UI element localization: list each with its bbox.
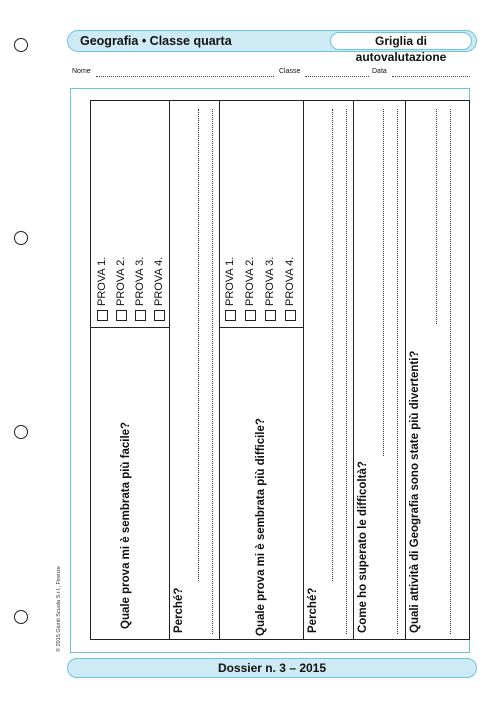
- option-easiest-3[interactable]: PROVA 3.: [134, 257, 146, 321]
- checkbox[interactable]: [154, 310, 165, 321]
- question-hardest: Quale prova mi è sembrata più difficile?: [255, 418, 267, 636]
- copyright-notice: © 2015 Giunti Scuola S.r.l., Firenze: [56, 566, 62, 652]
- checkbox[interactable]: [245, 310, 256, 321]
- answer-line[interactable]: [212, 109, 213, 634]
- checkbox[interactable]: [97, 310, 108, 321]
- option-divider: [91, 327, 169, 328]
- student-fields: [72, 68, 472, 80]
- question-why-easiest: Perché?: [173, 587, 185, 633]
- answer-line[interactable]: [332, 109, 333, 581]
- checkbox[interactable]: [116, 310, 127, 321]
- answer-line[interactable]: [198, 109, 199, 581]
- answer-line[interactable]: [450, 109, 451, 634]
- footer-bar: Dossier n. 3 – 2015: [67, 658, 477, 678]
- binder-hole-3: [14, 425, 28, 439]
- column-divider: [405, 101, 406, 639]
- class-field[interactable]: [305, 76, 369, 77]
- date-field[interactable]: [392, 76, 470, 77]
- question-why-hardest: Perché?: [307, 587, 319, 633]
- header-badge: Griglia di autovalutazione: [330, 32, 472, 50]
- class-label: Classe: [279, 68, 301, 75]
- option-easiest-4[interactable]: PROVA 4.: [153, 257, 165, 321]
- answer-line[interactable]: [383, 109, 384, 456]
- column-divider: [169, 101, 170, 639]
- binder-hole-2: [14, 231, 28, 245]
- option-hardest-3[interactable]: PROVA 3.: [264, 257, 276, 321]
- header-bar: [67, 30, 477, 64]
- answer-line[interactable]: [397, 109, 398, 634]
- checkbox[interactable]: [285, 310, 296, 321]
- checkbox[interactable]: [135, 310, 146, 321]
- header-title: Geografia • Classe quarta: [80, 34, 232, 48]
- option-easiest-1[interactable]: PROVA 1.: [96, 257, 108, 321]
- checkbox[interactable]: [225, 310, 236, 321]
- column-divider: [353, 101, 354, 639]
- option-hardest-1[interactable]: PROVA 1.: [224, 257, 236, 321]
- assessment-grid: [90, 100, 470, 640]
- binder-hole-1: [14, 38, 28, 52]
- question-easiest: Quale prova mi è sembrata più facile?: [120, 421, 132, 629]
- option-hardest-4[interactable]: PROVA 4.: [284, 257, 296, 321]
- answer-line[interactable]: [346, 109, 347, 634]
- question-fun-activities: Quali attività di Geografia sono state più divertenti?: [409, 350, 421, 633]
- option-hardest-2[interactable]: PROVA 2.: [244, 257, 256, 321]
- name-field[interactable]: [96, 76, 274, 77]
- question-difficulties: Come ho superato le difficoltà?: [357, 461, 369, 633]
- column-divider: [219, 101, 220, 639]
- date-label: Data: [372, 68, 387, 75]
- option-divider: [219, 327, 303, 328]
- binder-hole-4: [14, 610, 28, 624]
- answer-line[interactable]: [436, 109, 437, 324]
- column-divider: [303, 101, 304, 639]
- option-easiest-2[interactable]: PROVA 2.: [115, 257, 127, 321]
- checkbox[interactable]: [265, 310, 276, 321]
- name-label: Nome: [72, 68, 91, 75]
